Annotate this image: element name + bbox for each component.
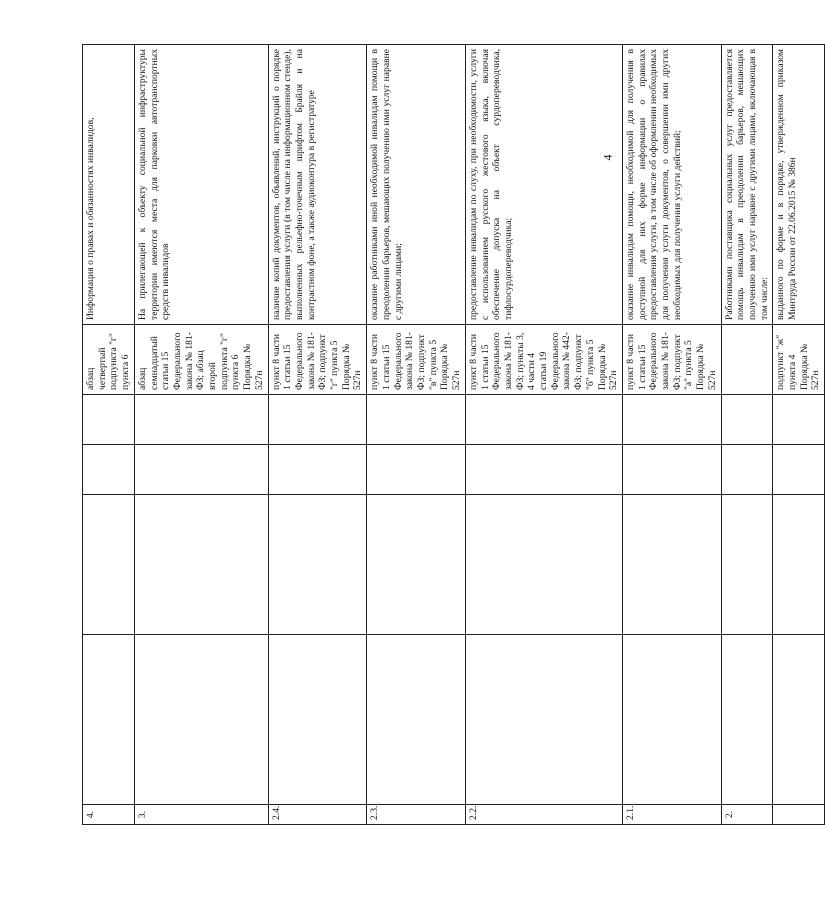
row-number: 2. [721, 805, 773, 825]
empty-cell [622, 395, 721, 445]
empty-cell [367, 635, 466, 805]
row-number: 3. [134, 805, 268, 825]
table-row [83, 45, 135, 825]
table-row [367, 45, 466, 825]
empty-cell [268, 395, 367, 445]
empty-cell [268, 495, 367, 635]
row-description: наличие копий документов, объявлений, инструкций о порядке предоставления услуги (в том числе на информационном стенде), выполненных рельефно-точечным шрифтом Брайля и на контрастном фоне, а также аудиоконтура в регистратуре [268, 45, 367, 325]
requirements-table [82, 44, 825, 825]
row-description: Работниками поставщика социальных услуг предоставляется помощь инвалидам в преодолении барьеров, мешающих получению ими услуг наравне с другими лицами, включающая в том числе: [721, 45, 773, 325]
row-reference: абзац семнадцатый статьи 15 Федерального закона № 181-ФЗ; абзац второй подпункта "г" пункта 6 Порядка № 527н [134, 325, 268, 395]
row-reference: абзац четвертый подпункта "г" пункта 6 [83, 325, 135, 395]
empty-cell [773, 495, 825, 635]
row-number: 2.4. [268, 805, 367, 825]
empty-cell [83, 495, 135, 635]
table-row [773, 45, 825, 825]
table-row [622, 45, 721, 825]
empty-cell [773, 445, 825, 495]
row-description: оказание работниками иной необходимой инвалидам помощи в преодолении барьеров, мешающих получению ими услуг наравне с другими лицами; [367, 45, 466, 325]
empty-cell [721, 635, 773, 805]
empty-cell [134, 495, 268, 635]
row-description: Информация о правах и обязанностях инвалидов, [83, 45, 135, 325]
rotated-table-wrapper [82, 45, 822, 825]
empty-cell [83, 445, 135, 495]
empty-cell [268, 635, 367, 805]
page-number: 4 [600, 154, 615, 161]
row-number: 2.3. [367, 805, 466, 825]
row-description: предоставление инвалидам по слуху, при необходимости, услуги с использованием русского жестового языка, включая обеспечение допуска на объект сурдопереводчика, тифлосурдопереводчика; [465, 45, 622, 325]
empty-cell [773, 395, 825, 445]
row-number [773, 805, 825, 825]
empty-cell [83, 635, 135, 805]
empty-cell [773, 635, 825, 805]
table-row [134, 45, 268, 825]
empty-cell [465, 395, 622, 445]
empty-cell [367, 495, 466, 635]
empty-cell [367, 445, 466, 495]
empty-cell [134, 635, 268, 805]
empty-cell [134, 445, 268, 495]
table-row [721, 45, 773, 825]
table-row [268, 45, 367, 825]
row-reference: пункт 8 части 1 статьи 15 Федерального закона № 181-ФЗ; подпункт "а" пункта 5 Порядка № 527н [622, 325, 721, 395]
row-number: 4. [83, 805, 135, 825]
row-number: 2.2. [465, 805, 622, 825]
empty-cell [721, 395, 773, 445]
row-reference: пункт 8 части 1 статьи 15 Федерального закона № 181-ФЗ; подпункт "в" пункта 5 Порядка № 527н [367, 325, 466, 395]
row-reference [721, 325, 773, 395]
empty-cell [622, 635, 721, 805]
empty-cell [367, 395, 466, 445]
empty-cell [721, 445, 773, 495]
empty-cell [465, 635, 622, 805]
row-reference: пункт 8 части 1 статьи 15 Федерального закона № 181-ФЗ; подпункт "г" пункта 5 Порядка № 527н [268, 325, 367, 395]
empty-cell [721, 495, 773, 635]
table-row [465, 45, 622, 825]
row-description: выданного по форме и в порядке, утвержденном приказом Минтруда России от 22.06.2015 № 386н [773, 45, 825, 325]
empty-cell [134, 395, 268, 445]
row-description: оказание инвалидам помощи, необходимой для получения в доступной для них форме информации о правилах предоставления услуги, в том числе об оформлении необходимых для получения услуги документов, о совершении ими других необходимых для получения услуги действий; [622, 45, 721, 325]
row-number: 2.1. [622, 805, 721, 825]
empty-cell [622, 445, 721, 495]
empty-cell [83, 395, 135, 445]
empty-cell [465, 495, 622, 635]
empty-cell [622, 495, 721, 635]
row-reference: пункт 8 части 1 статьи 15 Федерального закона № 181-ФЗ; пункты 3, 4 части 4 статьи 19 Федерального закона № 442-ФЗ; подпункт "б" пункта 5 Порядка № 527н [465, 325, 622, 395]
empty-cell [268, 445, 367, 495]
row-description: На прилегающей к объекту социальной инфраструктуры территории имеются места для парковки автотранспортных средств инвалидов [134, 45, 268, 325]
empty-cell [465, 445, 622, 495]
row-reference: подпункт "ж" пункта 4 Порядка № 527н [773, 325, 825, 395]
